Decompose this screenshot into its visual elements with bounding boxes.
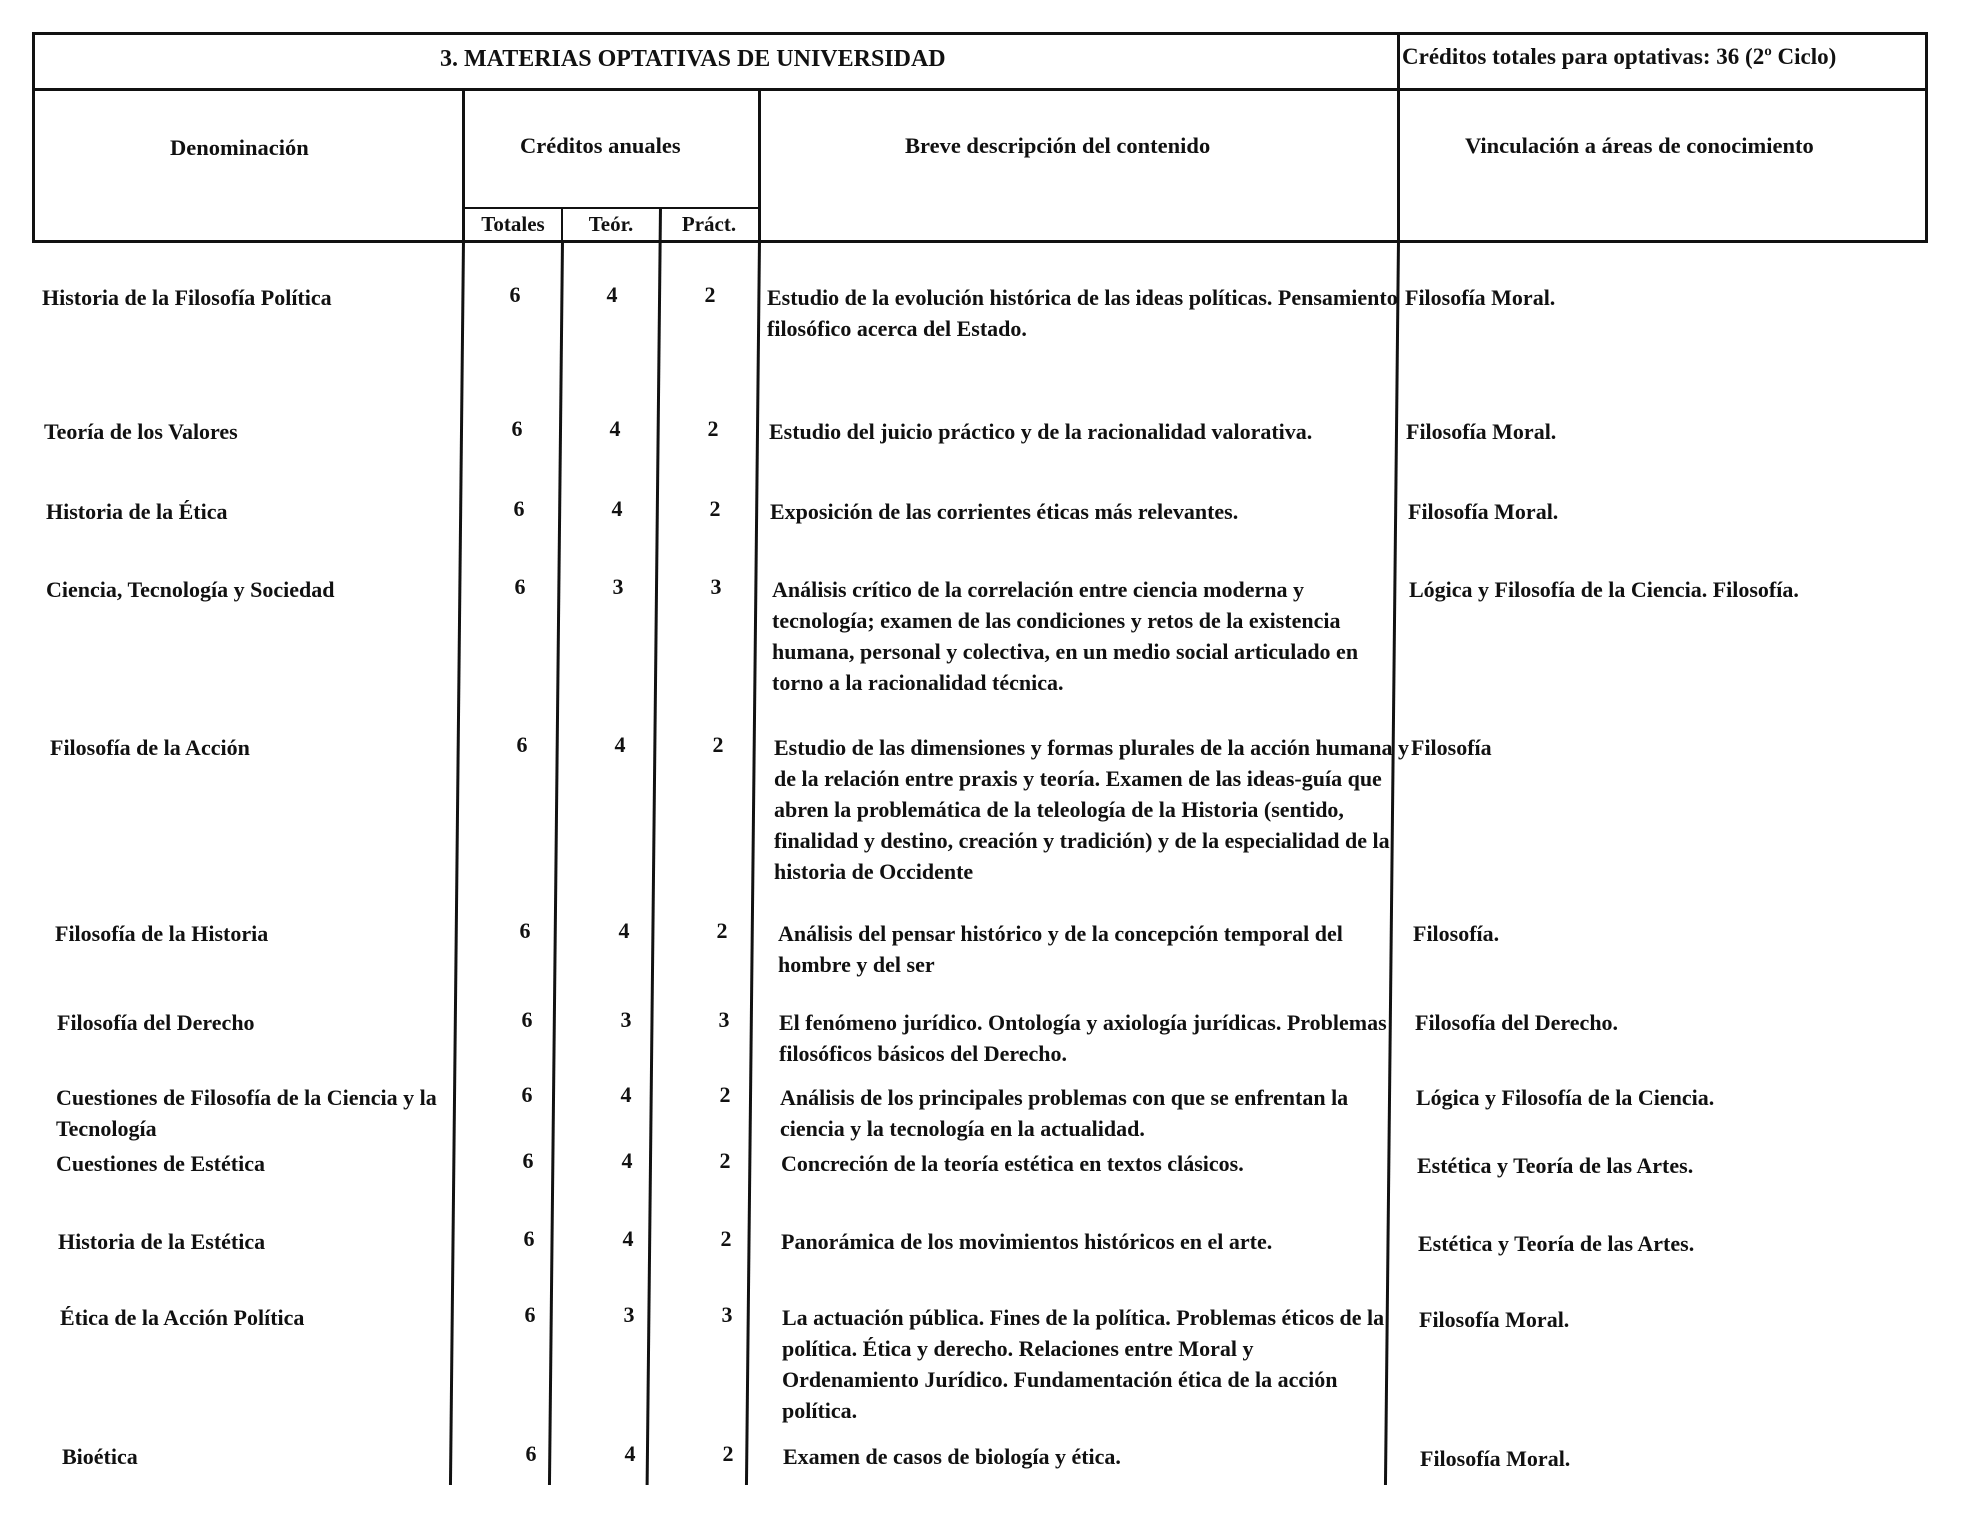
row-pract: 3 <box>718 1007 730 1032</box>
row-teor: 4 <box>618 918 630 943</box>
row-pract: 2 <box>716 918 728 943</box>
row-descripcion: Concreción de la teoría estética en textos clásicos. <box>781 1151 1244 1176</box>
row-denominacion: Filosofía del Derecho <box>57 1010 255 1035</box>
row-descripcion: Análisis crítico de la correlación entre ciencia moderna y tecnología; examen de las condiciones y retos de la existencia humana, personal y colectiva, en un medio social articulado en torno a la racionalidad técnica. <box>772 577 1359 695</box>
row-vinculacion: Filosofía Moral. <box>1406 419 1557 444</box>
row-pract: 2 <box>719 1082 731 1107</box>
row-vinculacion: Estética y Teoría de las Artes. <box>1417 1153 1694 1178</box>
row-denominacion: Ética de la Acción Política <box>60 1305 305 1330</box>
col-pract: Práct. <box>681 212 737 236</box>
row-totales: 6 <box>523 1226 535 1251</box>
row-denominacion: Ciencia, Tecnología y Sociedad <box>46 577 335 602</box>
credits-total: Créditos totales para optativas: 36 (2º Ciclo) <box>1402 44 1837 69</box>
row-denominacion: Cuestiones de Filosofía de la Ciencia y la Tecnología <box>56 1085 437 1141</box>
row-totales: 6 <box>509 282 521 307</box>
col-totales: Totales <box>481 212 545 236</box>
row-vinculacion: Filosofía Moral. <box>1420 1446 1571 1471</box>
row-pract: 3 <box>721 1302 733 1327</box>
row-teor: 4 <box>609 416 621 441</box>
row-teor: 3 <box>612 574 624 599</box>
row-pract: 2 <box>722 1441 734 1466</box>
row-vinculacion: Filosofía. <box>1413 921 1500 946</box>
row-descripcion: La actuación pública. Fines de la política. Problemas éticos de la política. Ética y derecho. Relaciones entre Moral y Ordenamiento Jurídico. Fundamentación ética de la acción política. <box>782 1305 1385 1423</box>
row-teor: 4 <box>611 496 623 521</box>
row-totales: 6 <box>514 574 526 599</box>
row-descripcion: Estudio del juicio práctico y de la racionalidad valorativa. <box>769 419 1313 444</box>
row-totales: 6 <box>522 1148 534 1173</box>
row-denominacion: Filosofía de la Acción <box>50 735 250 760</box>
row-teor: 4 <box>614 732 626 757</box>
row-vinculacion: Lógica y Filosofía de la Ciencia. Filosofía. <box>1409 577 1799 602</box>
row-totales: 6 <box>519 918 531 943</box>
row-teor: 4 <box>620 1082 632 1107</box>
col-vinculacion: Vinculación a áreas de conocimiento <box>1465 133 1814 158</box>
row-teor: 3 <box>620 1007 632 1032</box>
row-descripcion: Exposición de las corrientes éticas más relevantes. <box>770 499 1239 524</box>
row-totales: 6 <box>525 1441 537 1466</box>
row-descripcion: Estudio de la evolución histórica de las ideas políticas. Pensamiento filosófico acerca del Estado. <box>767 285 1398 341</box>
row-totales: 6 <box>521 1007 533 1032</box>
row-descripcion: Estudio de las dimensiones y formas plurales de la acción humana y de la relación entre praxis y teoría. Examen de las ideas-guía que abren la problemática de la teleología de la Historia (sentido, finalidad y destino, creación y tradición) y de la especialidad de la historia de Occidente <box>774 735 1410 884</box>
col-descripcion: Breve descripción del contenido <box>905 133 1211 158</box>
row-pract: 2 <box>709 496 721 521</box>
col-creditos-anuales: Créditos anuales <box>520 133 681 158</box>
row-teor: 4 <box>624 1441 636 1466</box>
row-pract: 2 <box>712 732 724 757</box>
row-totales: 6 <box>516 732 528 757</box>
row-totales: 6 <box>521 1082 533 1107</box>
row-pract: 2 <box>720 1226 732 1251</box>
row-vinculacion: Lógica y Filosofía de la Ciencia. <box>1416 1085 1715 1110</box>
row-teor: 4 <box>606 282 618 307</box>
row-vinculacion: Filosofía <box>1411 735 1492 760</box>
row-totales: 6 <box>511 416 523 441</box>
row-vinculacion: Filosofía Moral. <box>1408 499 1559 524</box>
row-descripcion: El fenómeno jurídico. Ontología y axiología jurídicas. Problemas filosóficos básicos del Derecho. <box>779 1010 1387 1066</box>
row-teor: 4 <box>621 1148 633 1173</box>
row-totales: 6 <box>524 1302 536 1327</box>
row-pract: 3 <box>710 574 722 599</box>
row-pract: 2 <box>704 282 716 307</box>
row-vinculacion: Estética y Teoría de las Artes. <box>1418 1231 1695 1256</box>
row-denominacion: Historia de la Estética <box>58 1229 266 1254</box>
col-denominacion: Denominación <box>170 135 309 160</box>
row-denominacion: Historia de la Filosofía Política <box>42 285 332 310</box>
col-teor: Teór. <box>588 212 634 236</box>
row-denominacion: Teoría de los Valores <box>44 419 238 444</box>
row-vinculacion: Filosofía Moral. <box>1405 285 1556 310</box>
row-pract: 2 <box>707 416 719 441</box>
row-teor: 4 <box>622 1226 634 1251</box>
row-descripcion: Análisis del pensar histórico y de la concepción temporal del hombre y del ser <box>778 921 1343 977</box>
row-vinculacion: Filosofía del Derecho. <box>1415 1010 1619 1035</box>
row-vinculacion: Filosofía Moral. <box>1419 1307 1570 1332</box>
row-denominacion: Filosofía de la Historia <box>55 921 269 946</box>
row-descripcion: Examen de casos de biología y ética. <box>783 1444 1121 1469</box>
row-denominacion: Bioética <box>62 1444 138 1469</box>
row-pract: 2 <box>719 1148 731 1173</box>
row-descripcion: Panorámica de los movimientos históricos en el arte. <box>781 1229 1273 1254</box>
row-totales: 6 <box>513 496 525 521</box>
table-title: 3. MATERIAS OPTATIVAS DE UNIVERSIDAD <box>440 46 946 72</box>
row-descripcion: Análisis de los principales problemas con que se enfrentan la ciencia y la tecnología en la actualidad. <box>780 1085 1349 1141</box>
row-denominacion: Cuestiones de Estética <box>56 1151 265 1176</box>
row-teor: 3 <box>623 1302 635 1327</box>
row-denominacion: Historia de la Ética <box>46 499 228 524</box>
